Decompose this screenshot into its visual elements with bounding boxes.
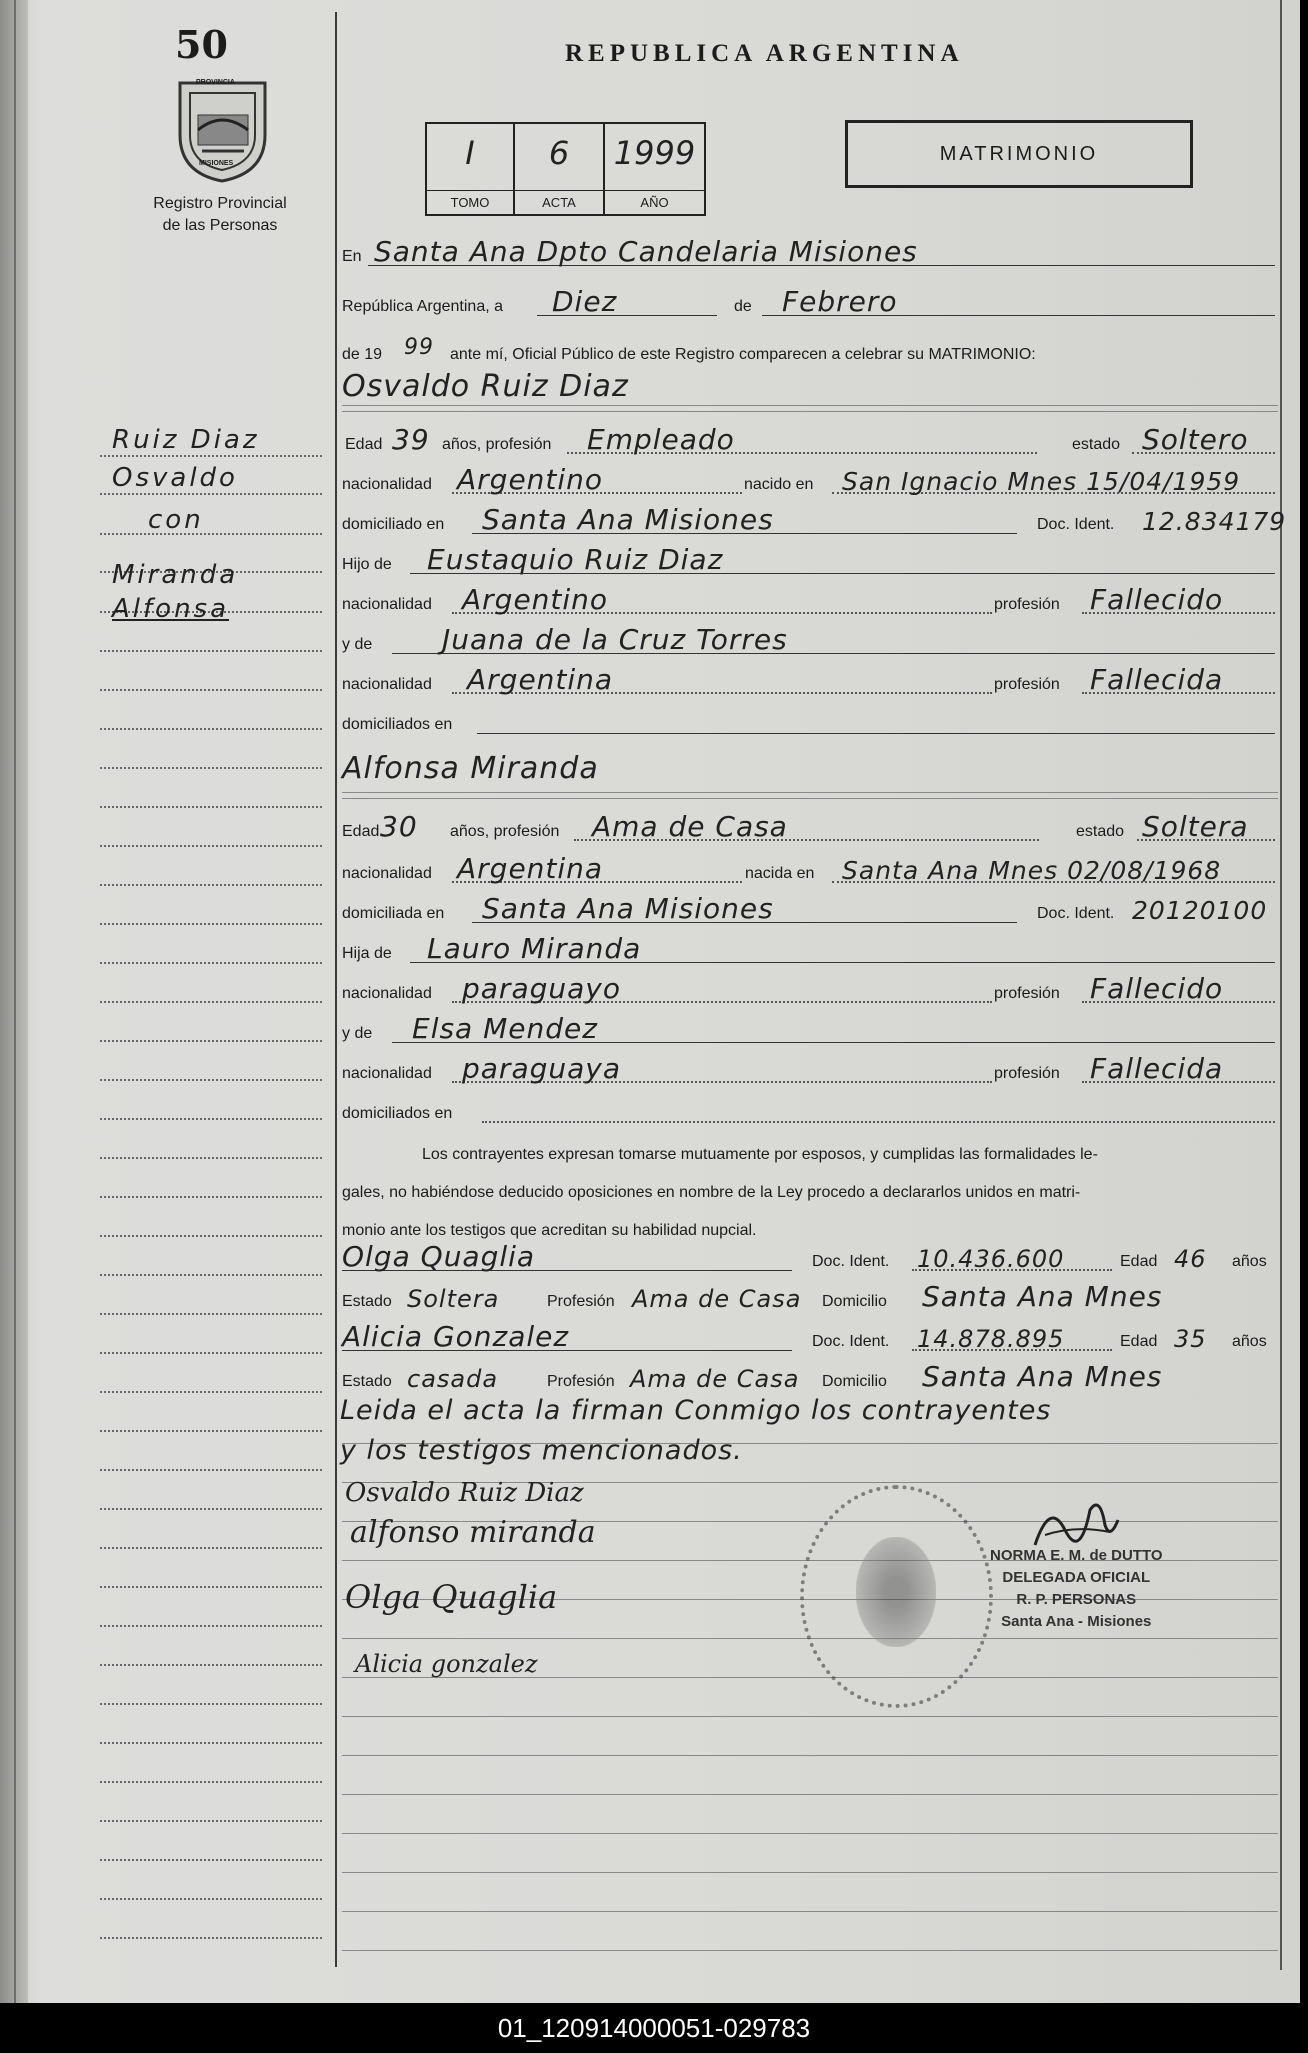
bride-doc: 20120100 bbox=[1132, 896, 1268, 925]
registry-seal-icon bbox=[170, 75, 275, 185]
groom-nacido-label: nacido en bbox=[744, 476, 814, 493]
groom-nationality-row bbox=[342, 463, 1275, 498]
bride-doc-label: Doc. Ident. bbox=[1037, 905, 1115, 922]
margin-note-surname-groom: Ruiz Diaz bbox=[112, 425, 260, 455]
signature-witness2: Alicia gonzalez bbox=[355, 1650, 538, 1678]
groom-mother-row bbox=[342, 623, 1275, 658]
witness1-prof-label: Profesión bbox=[547, 1293, 615, 1310]
tomo-cell bbox=[427, 124, 515, 214]
bride-estado-label: estado bbox=[1076, 823, 1125, 840]
witness2-address: Santa Ana Mnes bbox=[922, 1360, 1163, 1393]
bride-nacida-label: nacida en bbox=[745, 865, 815, 882]
bride-nationality-row bbox=[342, 852, 1275, 887]
witness1-estado-label: Estado bbox=[342, 1293, 392, 1310]
witness2-dom-label: Domicilio bbox=[822, 1373, 887, 1390]
groom-mother-prof-label: profesión bbox=[994, 676, 1060, 693]
declaration-text bbox=[342, 1136, 1277, 1250]
signature-bride: alfonso miranda bbox=[350, 1515, 596, 1550]
right-border bbox=[1280, 0, 1282, 1970]
witness1-address: Santa Ana Mnes bbox=[922, 1280, 1163, 1313]
margin-note-surname-bride: Miranda bbox=[112, 560, 239, 590]
ano-label: AÑO bbox=[605, 190, 704, 215]
margin-divider bbox=[335, 12, 337, 1967]
officer-stamp bbox=[990, 1545, 1163, 1633]
registry-name-line2: de las Personas bbox=[162, 217, 278, 234]
margin-note-con: con bbox=[148, 505, 204, 535]
witness1-name: Olga Quaglia bbox=[342, 1240, 536, 1273]
groom-birth: San Ignacio Mnes 15/04/1959 bbox=[842, 467, 1241, 496]
signature-groom: Osvaldo Ruiz Diaz bbox=[345, 1478, 584, 1508]
bride-mother-row bbox=[342, 1012, 1275, 1047]
bride-father-nat-row bbox=[342, 972, 1275, 1007]
groom-father-profession: Fallecido bbox=[1090, 583, 1224, 616]
witness2-prof-label: Profesión bbox=[547, 1373, 615, 1390]
officer-location: Santa Ana - Misiones bbox=[1001, 1613, 1152, 1630]
witness2-anos-label: años bbox=[1232, 1333, 1267, 1350]
bride-domiciliados-label: domiciliados en bbox=[342, 1105, 453, 1122]
document-title: REPUBLICA ARGENTINA bbox=[565, 40, 964, 67]
witness2-doc: 14.878.895 bbox=[917, 1325, 1065, 1353]
reference-box bbox=[425, 122, 706, 216]
year-suffix: 99 bbox=[404, 335, 434, 360]
officer-office: R. P. PERSONAS bbox=[1016, 1591, 1137, 1608]
groom-name-row bbox=[342, 370, 1275, 406]
bride-father-profession: Fallecido bbox=[1090, 972, 1224, 1005]
bride-hija-label: Hija de bbox=[342, 945, 392, 962]
bride-father-row bbox=[342, 932, 1275, 967]
margin-note-name-groom: Osvaldo bbox=[112, 463, 238, 493]
witness2-edad-label: Edad bbox=[1120, 1333, 1158, 1350]
intro-year-row bbox=[342, 335, 1275, 368]
witness1-doc-label: Doc. Ident. bbox=[812, 1253, 890, 1270]
officer-title: DELEGADA OFICIAL bbox=[1002, 1569, 1151, 1586]
witness1-row1 bbox=[342, 1240, 1275, 1275]
groom-father-prof-label: profesión bbox=[994, 596, 1060, 613]
intro-place-row bbox=[342, 235, 1275, 270]
witness2-row1 bbox=[342, 1320, 1275, 1355]
bride-mother-nat-row bbox=[342, 1052, 1275, 1087]
witness1-anos-label: años bbox=[1232, 1253, 1267, 1270]
witness2-profession: Ama de Casa bbox=[630, 1365, 800, 1393]
intro-rest: ante mí, Oficial Público de este Registro comparecen a celebrar su MATRIMONIO: bbox=[450, 346, 1036, 363]
witness1-dom-label: Domicilio bbox=[822, 1293, 887, 1310]
bride-birth: Santa Ana Mnes 02/08/1968 bbox=[842, 856, 1222, 885]
bride-mother: Elsa Mendez bbox=[412, 1012, 598, 1045]
bride-anos-label: años, profesión bbox=[450, 823, 560, 840]
scan-filename: 01_120914000051-029783 bbox=[0, 2003, 1308, 2053]
republica-label: República Argentina, a bbox=[342, 298, 503, 315]
witness2-doc-label: Doc. Ident. bbox=[812, 1333, 890, 1350]
witness1-edad-label: Edad bbox=[1120, 1253, 1158, 1270]
groom-address-row bbox=[342, 503, 1287, 538]
bride-father-prof-label: profesión bbox=[994, 985, 1060, 1002]
witness2-name: Alicia Gonzalez bbox=[342, 1320, 570, 1353]
groom-nationality: Argentino bbox=[457, 463, 604, 496]
registry-name bbox=[130, 193, 310, 237]
witness2-age: 35 bbox=[1174, 1325, 1207, 1353]
tomo-label: TOMO bbox=[427, 190, 513, 215]
witness1-doc: 10.436.600 bbox=[917, 1245, 1065, 1273]
bride-name-row bbox=[342, 752, 1275, 788]
bride-mother-nationality: paraguaya bbox=[462, 1052, 622, 1085]
groom-address: Santa Ana Misiones bbox=[482, 503, 774, 536]
bride-mother-profession: Fallecida bbox=[1090, 1052, 1224, 1085]
intro-date-row bbox=[342, 285, 1275, 320]
seal-text-bottom: MISIONES bbox=[199, 160, 234, 167]
witness2-status: casada bbox=[407, 1365, 499, 1393]
declaration-line2: gales, no habiéndose deducido oposiciones en nombre de la Ley procedo a declararlos unidos en matri- bbox=[342, 1184, 1081, 1201]
bride-address: Santa Ana Misiones bbox=[482, 892, 774, 925]
bride-yde-label: y de bbox=[342, 1025, 373, 1042]
groom-mother-nationality: Argentina bbox=[467, 663, 614, 696]
en-label: En bbox=[342, 248, 362, 265]
officer-name: NORMA E. M. de DUTTO bbox=[990, 1547, 1163, 1564]
closing-line2: y los testigos mencionados. bbox=[340, 1435, 743, 1466]
year-prefix: de 19 bbox=[342, 346, 383, 363]
acta-label: ACTA bbox=[515, 190, 603, 215]
signature-witness1: Olga Quaglia bbox=[345, 1578, 558, 1616]
bride-father: Lauro Miranda bbox=[427, 932, 642, 965]
groom-father-nationality: Argentino bbox=[462, 583, 609, 616]
act-type-box: MATRIMONIO bbox=[845, 120, 1193, 188]
closing-line1: Leida el acta la firman Conmigo los contrayentes bbox=[340, 1395, 1052, 1426]
groom-profession: Empleado bbox=[587, 423, 735, 456]
groom-name: Osvaldo Ruiz Diaz bbox=[342, 369, 629, 404]
place-value: Santa Ana Dpto Candelaria Misiones bbox=[374, 235, 918, 268]
declaration-line3: monio ante los testigos que acreditan su habilidad nupcial. bbox=[342, 1222, 757, 1239]
groom-yde-label: y de bbox=[342, 636, 373, 653]
groom-age: 39 bbox=[392, 423, 430, 456]
seal-text-top: PROVINCIA bbox=[196, 79, 235, 86]
groom-parents-address-row bbox=[342, 708, 1275, 738]
bride-edad-label: Edad bbox=[342, 823, 380, 840]
bride-mother-nat-label: nacionalidad bbox=[342, 1065, 432, 1082]
witness1-age: 46 bbox=[1174, 1245, 1207, 1273]
bride-status: Soltera bbox=[1142, 810, 1249, 843]
bride-age-row bbox=[342, 810, 1275, 845]
witness1-status: Soltera bbox=[407, 1285, 500, 1313]
official-stamp-icon bbox=[800, 1485, 993, 1708]
groom-edad-label: Edad bbox=[345, 436, 383, 453]
day-value: Diez bbox=[552, 285, 618, 318]
bride-nacionalidad-label: nacionalidad bbox=[342, 865, 432, 882]
groom-father: Eustaquio Ruiz Diaz bbox=[427, 543, 724, 576]
month-value: Febrero bbox=[782, 285, 898, 318]
groom-mother: Juana de la Cruz Torres bbox=[442, 623, 788, 656]
ano-value: 1999 bbox=[613, 134, 696, 172]
groom-doc: 12.834179 bbox=[1142, 507, 1287, 536]
groom-estado-label: estado bbox=[1072, 436, 1121, 453]
groom-father-row bbox=[342, 543, 1275, 578]
groom-hijo-label: Hijo de bbox=[342, 556, 392, 573]
bride-name: Alfonsa Miranda bbox=[342, 751, 599, 786]
groom-domiciliados-label: domiciliados en bbox=[342, 716, 453, 733]
bride-parents-address-row bbox=[342, 1097, 1275, 1127]
groom-status: Soltero bbox=[1142, 423, 1249, 456]
declaration-line1: Los contrayentes expresan tomarse mutuamente por esposos, y cumplidas las formalidades le- bbox=[422, 1146, 1098, 1163]
groom-father-nat-row bbox=[342, 583, 1275, 618]
witness2-estado-label: Estado bbox=[342, 1373, 392, 1390]
witness1-profession: Ama de Casa bbox=[632, 1285, 802, 1313]
bride-father-nationality: paraguayo bbox=[462, 972, 621, 1005]
bride-address-row bbox=[342, 892, 1275, 927]
groom-mother-nat-row bbox=[342, 663, 1275, 698]
book-binding bbox=[0, 0, 28, 2003]
tomo-value: I bbox=[465, 134, 475, 172]
groom-nacionalidad-label: nacionalidad bbox=[342, 476, 432, 493]
bride-profession: Ama de Casa bbox=[592, 810, 788, 843]
bride-domiciliada-label: domiciliada en bbox=[342, 905, 445, 922]
witness2-row2 bbox=[342, 1360, 1275, 1395]
bride-nationality: Argentina bbox=[457, 852, 604, 885]
groom-age-row bbox=[342, 423, 1275, 458]
bride-mother-prof-label: profesión bbox=[994, 1065, 1060, 1082]
registry-name-line1: Registro Provincial bbox=[153, 195, 287, 212]
witness1-row2 bbox=[342, 1280, 1275, 1315]
page-number: 50 bbox=[175, 22, 228, 67]
bride-age: 30 bbox=[380, 810, 418, 843]
groom-domiciliado-label: domiciliado en bbox=[342, 516, 445, 533]
bride-father-nat-label: nacionalidad bbox=[342, 985, 432, 1002]
ano-cell bbox=[605, 124, 704, 214]
acta-value: 6 bbox=[548, 134, 570, 172]
margin-note-name-bride: Alfonsa bbox=[112, 594, 230, 624]
groom-mother-profession: Fallecida bbox=[1090, 663, 1224, 696]
groom-mother-nat-label: nacionalidad bbox=[342, 676, 432, 693]
acta-cell bbox=[515, 124, 605, 214]
groom-father-nat-label: nacionalidad bbox=[342, 596, 432, 613]
groom-anos-label: años, profesión bbox=[442, 436, 552, 453]
de-label: de bbox=[734, 298, 752, 315]
groom-doc-label: Doc. Ident. bbox=[1037, 516, 1115, 533]
